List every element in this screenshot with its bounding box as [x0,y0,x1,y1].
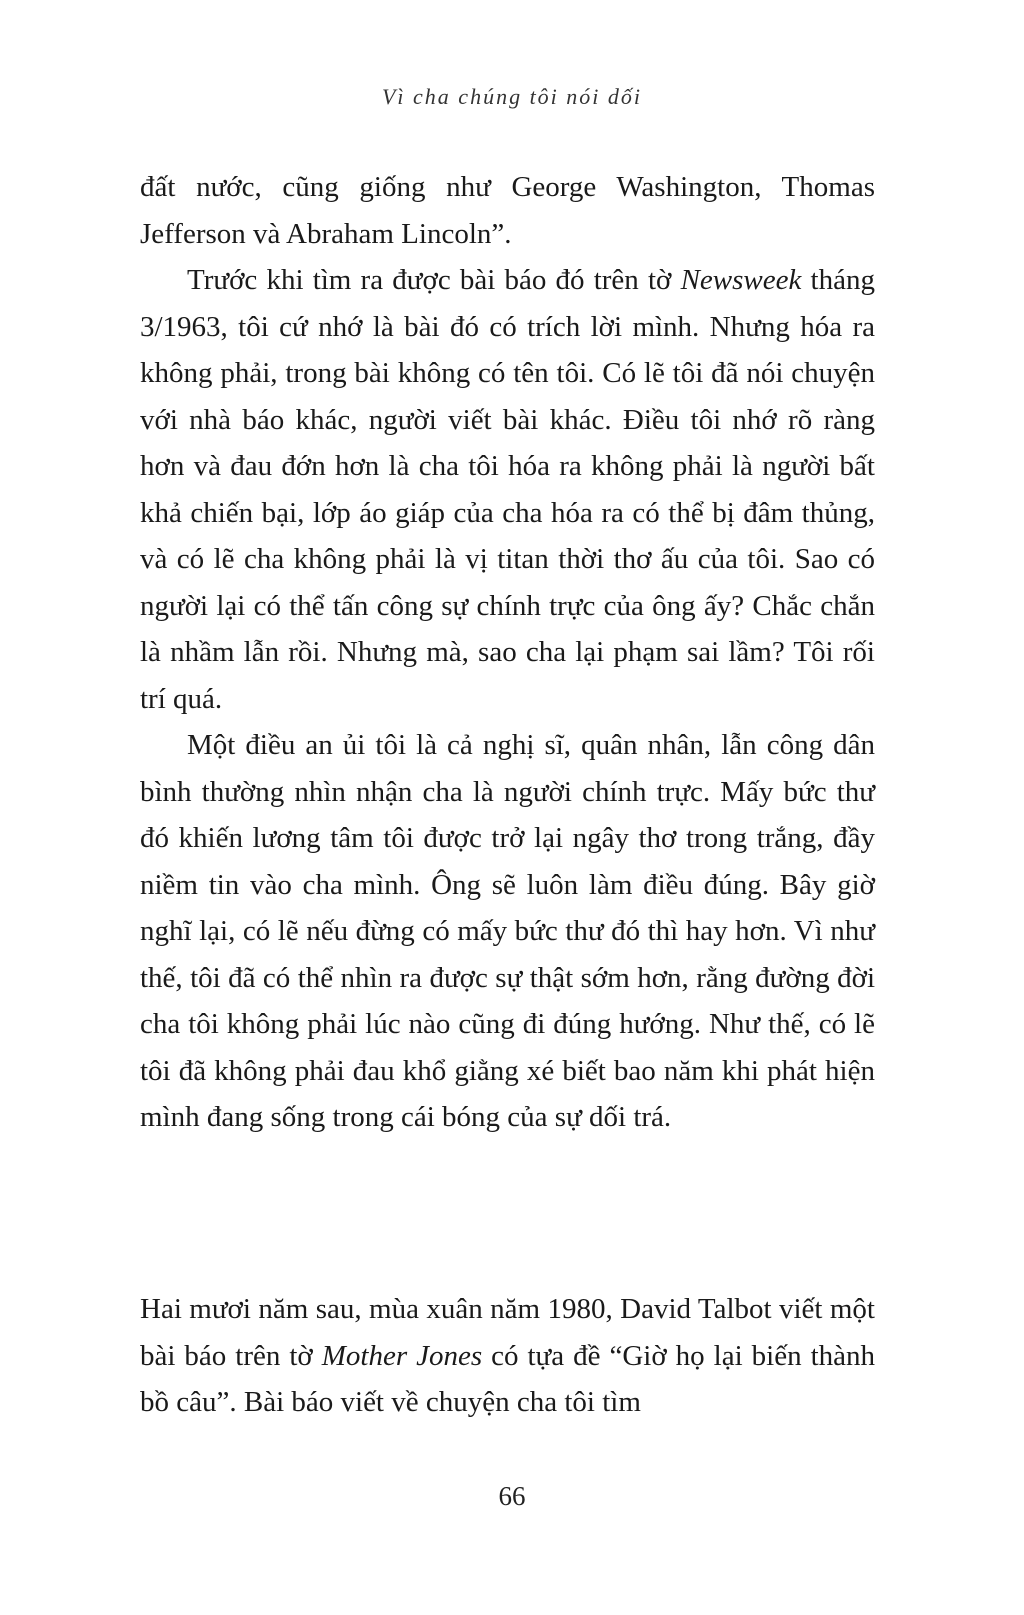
paragraph-continuation: đất nước, cũng giống như George Washington, Thomas Jefferson và Abraham Lincoln”. [140,171,875,250]
body-text-section [140,1286,875,1426]
body-text-top [140,164,875,1141]
publication-title: Mother Jones [321,1339,483,1372]
paragraph-mother-jones [140,1286,875,1426]
page-number: 66 [498,1481,526,1511]
running-head: Vì cha chúng tôi nói dối [381,84,643,109]
paragraph-text: tháng 3/1963, tôi cứ nhớ là bài đó có trích lời mình. Nhưng hóa ra không phải, trong bài không có tên tôi. Có lẽ tôi đã nói chuyện với nhà báo khác, người viết bài khác. Điều tôi nhớ rõ ràng hơn và đau đớn hơn là cha tôi hóa ra không phải là người bất khả chiến bại, lớp áo giáp của cha hóa ra có thể bị đâm thủng, và có lẽ cha không phải là vị titan thời thơ ấu của tôi. Sao có người lại có thể tấn công sự chính trực của ông ấy? Chắc chắn là nhầm lẫn rồi. Nhưng mà, sao cha lại phạm sai lầm? Tôi rối trí quá. [140,264,875,715]
paragraph-text: Trước khi tìm ra được bài báo đó trên tờ [187,264,681,296]
paragraph-text: có tựa đề “Giờ họ lại biến thành bồ câu”. Bài báo viết về chuyện cha tôi tìm [140,1339,875,1418]
paragraph-newsweek [140,257,875,722]
paragraph-text: Hai mươi năm sau, mùa xuân năm 1980, David Talbot viết một bài báo trên tờ [140,1293,875,1372]
publication-title: Newsweek [680,264,802,296]
paragraph-letters: Một điều an ủi tôi là cả nghị sĩ, quân nhân, lẫn công dân bình thường nhìn nhận cha là người chính trực. Mấy bức thư đó khiến lương tâm tôi được trở lại ngây thơ trong trắng, đầy niềm tin vào cha mình. Ông sẽ luôn làm điều đúng. Bây giờ nghĩ lại, có lẽ nếu đừng có mấy bức thư đó thì hay hơn. Vì như thế, tôi đã có thể nhìn ra được sự thật sớm hơn, rằng đường đời cha tôi không phải lúc nào cũng đi đúng hướng. Như thế, có lẽ tôi đã không phải đau khổ giằng xé biết bao năm khi phát hiện mình đang sống trong cái bóng của sự dối trá. [140,729,875,1133]
